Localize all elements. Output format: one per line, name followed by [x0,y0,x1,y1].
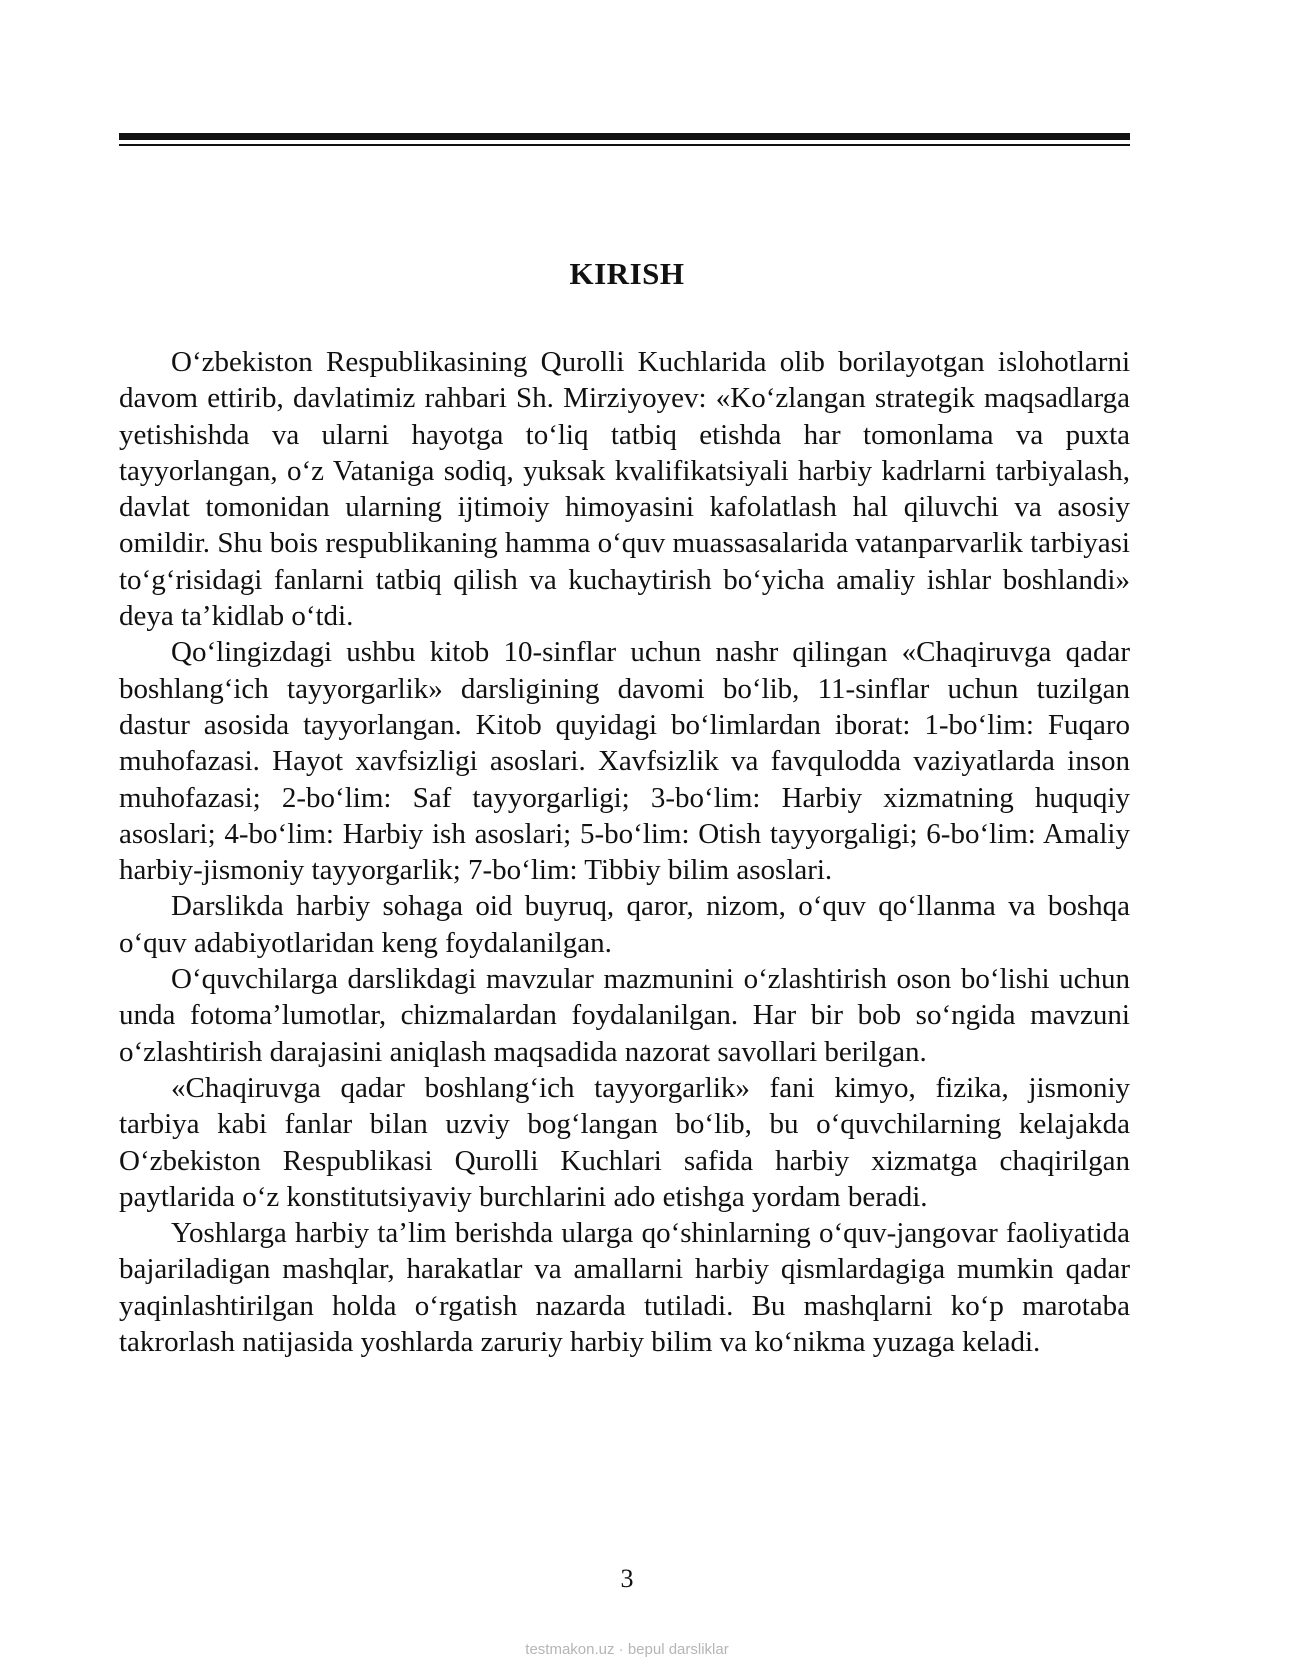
paragraph-4: O‘quvchilarga darslikdagi mavzular mazmunini o‘zlashtirish oson bo‘lishi uchun unda fotoma’lumotlar, chizmalardan foydalanilgan. Har bir bob so‘ngida mavzuni o‘zlashtirish darajasini aniqlash maqsadida nazorat savollari berilgan. [119,963,1130,1068]
paragraph-6: Yoshlarga harbiy ta’lim berishda ularga qo‘shinlarning o‘quv-jangovar faoliyatida bajariladigan mashqlar, harakatlar va amallarni harbiy qismlardagiga mumkin qadar yaqinlashtirilgan holda o‘rgatish nazarda tutiladi. Bu mashqlarni ko‘p marotaba takrorlash natijasida yoshlarda zaruriy harbiy bilim va ko‘nikma yuzaga keladi. [119,1217,1130,1359]
paragraph-3: Darslikda harbiy sohaga oid buyruq, qaror, nizom, o‘quv qo‘llanma va boshqa o‘quv adabiyotlaridan keng foydalanilgan. [119,890,1130,959]
watermark-text: testmakon.uz · bepul darsliklar [525,1641,729,1658]
paragraph-5: «Chaqiruvga qadar boshlang‘ich tayyorgarlik» fani kimyo, fizika, jismoniy tarbiya kabi fanlar bilan uzviy bog‘langan bo‘lib, bu o‘quvchilarning kelajakda O‘zbekiston Respublikasi Qurolli Kuchlari safida harbiy xizmatga chaqirilgan paytlarida o‘z konstitutsiyaviy burchlarini ado etishga yordam beradi. [119,1071,1130,1213]
header-double-rule [119,133,1130,146]
page-title: KIRISH [569,256,685,291]
paragraph-2: Qo‘lingizdagi ushbu kitob 10-sinflar uchun nashr qilingan «Chaqiruvga qadar boshlang‘ich tayyorgarlik» darsligining davomi bo‘lib, 11-sinflar uchun tuzilgan dastur asosida tayyorlangan. Kitob quyidagi bo‘limlardan iborat: 1-bo‘lim: Fuqaro muhofazasi. Hayot xavfsizligi asoslari. Xavfsizlik va favqulodda vaziyatlarda inson muhofazasi; 2-bo‘lim: Saf tayyorgarligi; 3-bo‘lim: Harbiy xizmatning huquqiy asoslari; 4-bo‘lim: Harbiy ish asoslari; 5-bo‘lim: Otish tayyorgaligi; 6-bo‘lim: Amaliy harbiy-jismoniy tayyorgarlik; 7-bo‘lim: Tibbiy bilim asoslari. [119,636,1130,887]
paragraph-1: O‘zbekiston Respublikasining Qurolli Kuchlarida olib borilayotgan islohotlarni davom ettirib, davlatimiz rahbari Sh. Mirziyoyev: «Ko‘zlangan strategik maqsadlarga yetishishda va ularni hayotga to‘liq tatbiq etishda har tomonlama va puxta tayyorlangan, o‘z Vataniga sodiq, yuksak kvalifikatsiyali harbiy kadrlarni tarbiyalash, davlat tomonidan ularning ijtimoiy himoyasini kafolatlash hal qiluvchi va asosiy omildir. Shu bois respublikaning hamma o‘quv muassasalarida vatanparvarlik tarbiyasi to‘g‘risidagi fanlarni tatbiq qilish va kuchaytirish bo‘yicha amaliy ishlar boshlandi» deya ta’kidlab o‘tdi. [119,346,1130,633]
header-rule-thin [119,144,1130,146]
header-rule-thick [119,133,1130,140]
body-text [119,344,1130,1360]
page-number: 3 [620,1564,634,1593]
